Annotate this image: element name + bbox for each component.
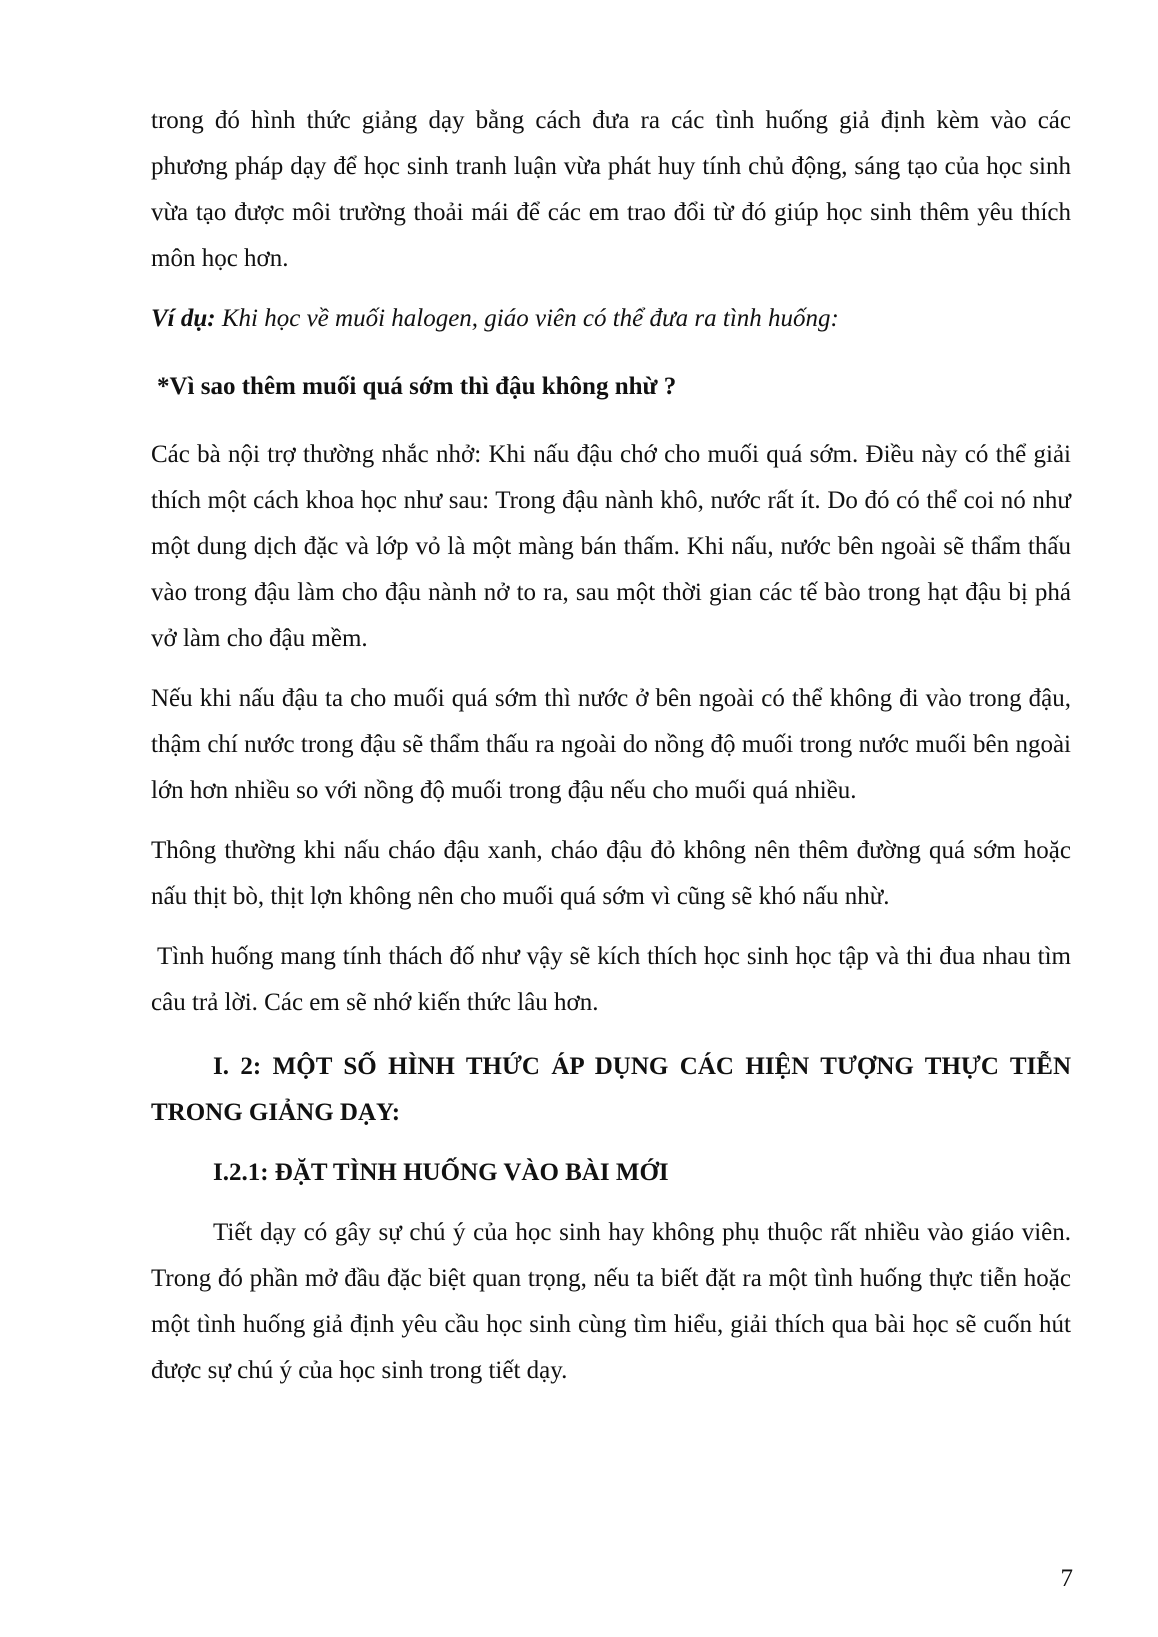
example-line	[151, 296, 1071, 342]
paragraph-cooking-tip: Thông thường khi nấu cháo đậu xanh, cháo đậu đỏ không nên thêm đường quá sớm hoặc nấu thịt bò, thịt lợn không nên cho muối quá sớm vì cũng sẽ khó nấu nhừ.	[151, 837, 1071, 910]
paragraph-explanation: Các bà nội trợ thường nhắc nhở: Khi nấu đậu chớ cho muối quá sớm. Điều này có thể giải thích một cách khoa học như sau: Trong đậu nành khô, nước rất ít. Do đó có thể coi nó như một dung dịch đặc và lớp vỏ là một màng bán thấm. Khi nấu, nước bên ngoài sẽ thẩm thấu vào trong đậu làm cho đậu nành nở to ra, sau một thời gian các tế bào trong hạt đậu bị phá vở làm cho đậu mềm.	[151, 441, 1071, 652]
paragraph-situation: Tình huống mang tính thách đố như vậy sẽ kích thích học sinh học tập và thi đua nhau tìm câu trả lời. Các em sẽ nhớ kiến thức lâu hơn.	[151, 943, 1071, 1016]
example-text: Khi học về muối halogen, giáo viên có thể đưa ra tình huống:	[215, 305, 839, 332]
paragraph-lesson-opening: Tiết dạy có gây sự chú ý của học sinh hay không phụ thuộc rất nhiều vào giáo viên. Trong đó phần mở đầu đặc biệt quan trọng, nếu ta biết đặt ra một tình huống thực tiễn hoặc một tình huống giả định yêu cầu học sinh cùng tìm hiểu, giải thích qua bài học sẽ cuốn hút được sự chú ý của học sinh trong tiết dạy.	[151, 1219, 1071, 1384]
paragraph-salt-effect: Nếu khi nấu đậu ta cho muối quá sớm thì nước ở bên ngoài có thể không đi vào trong đậu, thậm chí nước trong đậu sẽ thẩm thấu ra ngoài do nồng độ muối trong nước muối bên ngoài lớn hơn nhiều so với nồng độ muối trong đậu nếu cho muối quá nhiều.	[151, 685, 1071, 804]
document-page	[151, 98, 1071, 1408]
subsection-heading: I.2.1: ĐẶT TÌNH HUỐNG VÀO BÀI MỚI	[213, 1159, 669, 1186]
example-lead: Ví dụ:	[151, 305, 216, 332]
page-number: 7	[1060, 1565, 1073, 1592]
question-heading: *Vì sao thêm muối quá sớm thì đậu không nhừ ?	[157, 373, 677, 400]
paragraph-intro: trong đó hình thức giảng dạy bằng cách đưa ra các tình huống giả định kèm vào các phương pháp dạy để học sinh tranh luận vừa phát huy tính chủ động, sáng tạo của học sinh vừa tạo được môi trường thoải mái để các em trao đổi từ đó giúp học sinh thêm yêu thích môn học hơn.	[151, 107, 1071, 272]
section-heading: I. 2: MỘT SỐ HÌNH THỨC ÁP DỤNG CÁC HIỆN TƯỢNG THỰC TIỄN TRONG GIẢNG DẠY:	[151, 1053, 1071, 1126]
